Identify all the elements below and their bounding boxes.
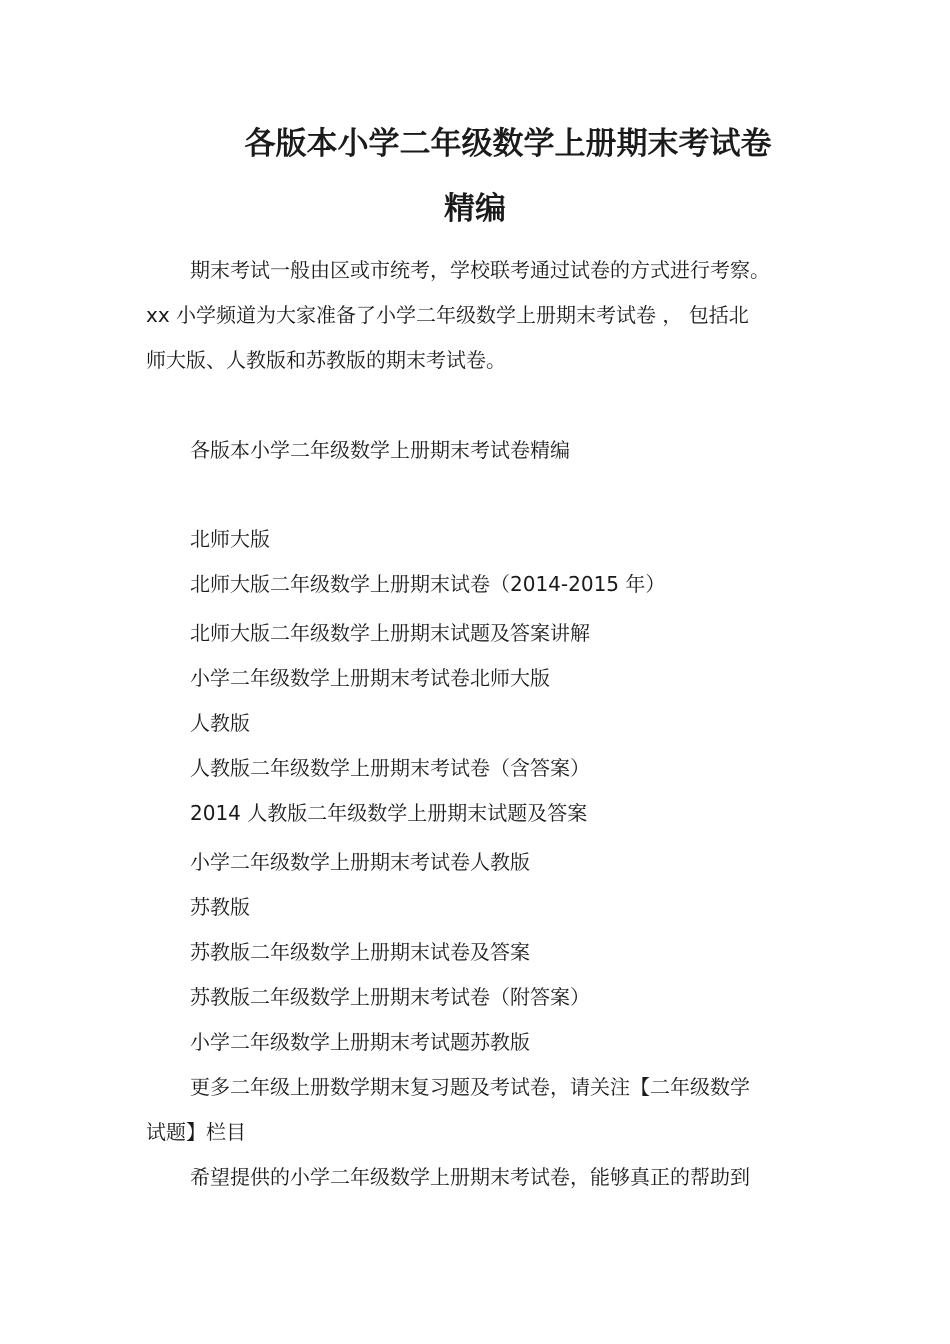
subheading: 各版本小学二年级数学上册期末考试卷精编 [190, 438, 570, 462]
more-paragraph-line1: 更多二年级上册数学期末复习题及考试卷，请关注【二年级数学 [190, 1075, 750, 1099]
intro-paragraph-line3: 师大版、人教版和苏教版的期末考试卷。 [146, 348, 506, 372]
document-title-line2: 精编 [444, 191, 506, 227]
list-item: 苏教版二年级数学上册期末考试卷（附答案） [190, 985, 590, 1009]
document-title-line1: 各版本小学二年级数学上册期末考试卷 [244, 126, 772, 162]
intro-paragraph-line2: xx 小学频道为大家准备了小学二年级数学上册期末考试卷 ， 包括北 [146, 303, 749, 327]
list-item: 小学二年级数学上册期末考试题苏教版 [190, 1030, 530, 1054]
list-item: 人教版二年级数学上册期末考试卷（含答案） [190, 756, 590, 780]
section-heading-beishida: 北师大版 [190, 527, 270, 551]
intro-paragraph-line1: 期末考试一般由区或市统考，学校联考通过试卷的方式进行考察。 [190, 258, 770, 282]
list-item: 小学二年级数学上册期末考试卷北师大版 [190, 666, 550, 690]
section-heading-sujiao: 苏教版 [190, 895, 250, 919]
list-item: 苏教版二年级数学上册期末试卷及答案 [190, 940, 530, 964]
list-item: 小学二年级数学上册期末考试卷人教版 [190, 850, 530, 874]
section-heading-renjiao: 人教版 [190, 711, 250, 735]
list-item: 北师大版二年级数学上册期末试题及答案讲解 [190, 621, 590, 645]
closing-paragraph-line1: 希望提供的小学二年级数学上册期末考试卷，能够真正的帮助到 [190, 1165, 750, 1189]
more-paragraph-line2: 试题】栏目 [146, 1120, 246, 1144]
list-item: 北师大版二年级数学上册期末试卷（2014-2015 年） [190, 572, 666, 596]
list-item: 2014 人教版二年级数学上册期末试题及答案 [190, 801, 588, 825]
